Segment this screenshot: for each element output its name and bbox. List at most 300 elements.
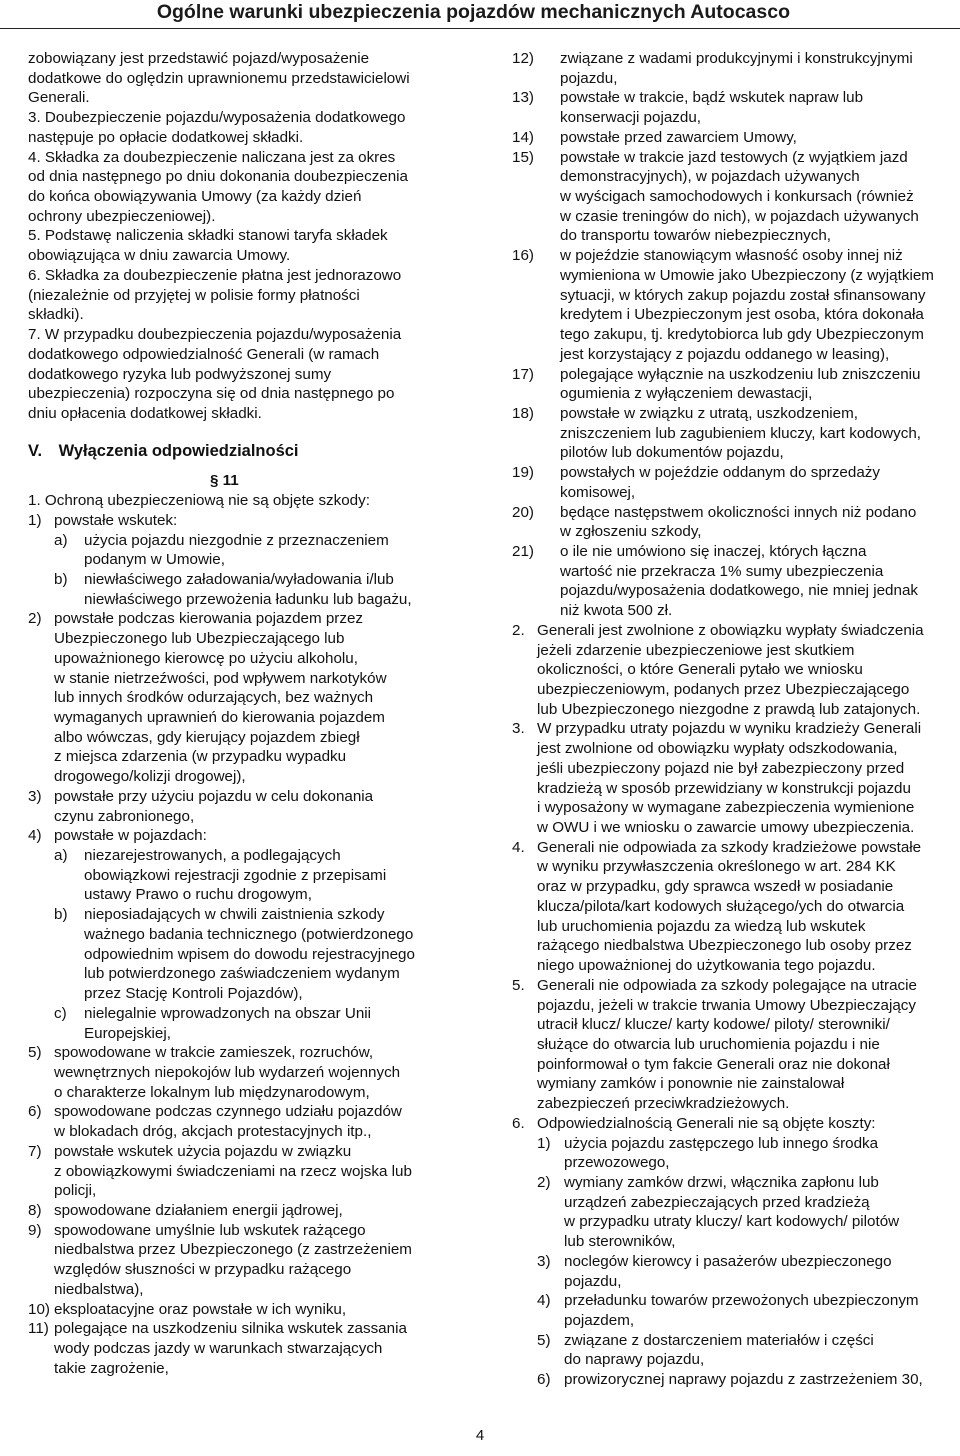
clause-sub-text: w przypadku utraty kluczy/ kart kodowych/ pilotów	[564, 1213, 900, 1231]
exclusion-text: powstałe podczas kierowania pojazdem przez	[54, 610, 363, 628]
exclusion-sub-text: przez Stację Kontroli Pojazdów),	[84, 985, 303, 1003]
exclusion-number: 12)	[512, 50, 534, 67]
clause-text: dodatkowego odpowiedzialność Generali (w ramach	[28, 345, 380, 363]
clause-sub-text: przewozowego,	[564, 1154, 670, 1172]
exclusion-line	[28, 1359, 458, 1379]
exclusion-line	[509, 542, 949, 562]
exclusion-text: pilotów lub dokumentów pojazdu,	[560, 444, 784, 462]
exclusion-text: kredytem i Ubezpieczonym jest osoba, która dokonała	[560, 306, 924, 324]
clause-sub-line	[509, 1193, 949, 1213]
clause-sub-line	[509, 1291, 949, 1311]
exclusion-sub-number: b)	[54, 906, 68, 924]
exclusion-number: 6)	[28, 1103, 42, 1121]
clause-number: 5.	[512, 976, 525, 994]
clause-line	[28, 266, 458, 286]
exclusion-text: z obowiązkowymi świadczeniami na rzecz wojska lub	[54, 1162, 412, 1180]
clause-line	[509, 818, 949, 838]
right-column	[509, 49, 949, 1390]
clause-line	[509, 1114, 949, 1134]
exclusion-line	[509, 49, 949, 69]
exclusion-line	[509, 365, 949, 385]
exclusion-text: powstałe wskutek użycia pojazdu w związku	[54, 1142, 352, 1160]
exclusion-line	[509, 226, 949, 246]
clause-text: W przypadku doubezpieczenia pojazdu/wyposażenia	[44, 326, 402, 344]
clause-line	[28, 404, 458, 424]
clause-sub-line	[509, 1331, 949, 1351]
exclusion-line	[28, 1319, 458, 1339]
exclusion-line	[28, 807, 458, 827]
clause-sub-line	[509, 1153, 949, 1173]
clause-text: jeżeli zdarzenie ubezpieczeniowe jest skutkiem	[537, 641, 855, 659]
exclusion-number: 20)	[512, 503, 534, 521]
clause-line	[509, 1055, 949, 1075]
clause-text: kradzieżą w sposób przewidziany w konstrukcji pojazdu	[537, 779, 911, 797]
clause-line	[509, 798, 949, 818]
clause-line	[28, 345, 458, 365]
clause-text: klucza/pilota/kart kodowych służącego/ych do otwarcia	[537, 897, 905, 915]
exclusion-line	[28, 688, 458, 708]
clause-line	[509, 996, 949, 1016]
clause-text: do końca obowiązywania Umowy (za każdy dzień	[28, 188, 362, 206]
clause-line	[509, 779, 949, 799]
exclusion-sub-line	[28, 590, 458, 610]
exclusion-text: w blokadach dróg, akcjach protestacyjnych itp.,	[54, 1123, 372, 1141]
exclusion-line	[28, 1280, 458, 1300]
exclusion-text: powstałe przed zawarciem Umowy,	[560, 128, 797, 146]
intro-line	[28, 69, 458, 89]
exclusion-sub-text: użycia pojazdu niezgodnie z przeznaczeniem	[84, 531, 389, 549]
exclusion-text: polegające na uszkodzeniu silnika wskutek zassania	[54, 1320, 407, 1338]
clause-line	[28, 128, 458, 148]
clause-sub-text: urządzeń zabezpieczających przed kradzieżą	[564, 1193, 870, 1211]
clause-sub-text: pojazdem,	[564, 1312, 635, 1329]
exclusion-sub-text: niezarejestrowanych, a podlegających	[84, 847, 341, 865]
exclusion-line	[509, 88, 949, 108]
page-header	[0, 0, 960, 29]
exclusion-text: pojazdu/wyposażenia dodatkowego, nie mniej jednak	[560, 582, 918, 600]
exclusion-text: o charakterze lokalnym lub międzynarodowym,	[54, 1083, 370, 1101]
clause-line	[28, 108, 458, 128]
header-title: Ogólne warunki ubezpieczenia pojazdów mechanicznych Autocasco	[156, 1, 790, 23]
clause-sub-number: 2)	[537, 1173, 551, 1191]
clause-text: dodatkowego ryzyka lub podwyższonej sumy	[28, 365, 332, 383]
clause-text: Składka za doubezpieczenie naliczana jest za okres	[44, 148, 396, 166]
spacer	[28, 461, 458, 471]
exclusion-text: w pojeździe stanowiącym własność osoby innej niż	[560, 247, 903, 265]
clause-line	[509, 1035, 949, 1055]
left-column	[28, 49, 458, 1378]
exclusion-text: niż kwota 500 zł.	[560, 602, 673, 620]
exclusion-text: powstałych w pojeździe oddanym do sprzedaży	[560, 464, 880, 482]
clause-line	[509, 660, 949, 680]
clause-text: rażącego niedbalstwa Ubezpieczonego lub osoby przez	[537, 937, 912, 955]
exclusion-text: powstałe w pojazdach:	[54, 827, 207, 845]
clause-number: 4.	[28, 148, 41, 166]
exclusion-number: 2)	[28, 610, 42, 628]
clause-text: okoliczności, o które Generali pytało we wniosku	[537, 661, 863, 679]
exclusion-sub-number: a)	[54, 847, 68, 865]
clause-text: następuje po opłacie dodatkowej składki.	[28, 128, 304, 146]
exclusion-line	[28, 649, 458, 669]
clause-sub-number: 5)	[537, 1331, 551, 1349]
exclusion-text: takie zagrożenie,	[54, 1359, 169, 1377]
exclusion-text: sytuacji, w których zakup pojazdu został sfinansowany	[560, 286, 926, 304]
exclusion-sub-line	[28, 846, 458, 866]
clause-number: 5.	[28, 227, 41, 245]
intro-line	[28, 88, 458, 108]
clause-sub-line	[509, 1134, 949, 1154]
exclusion-text: będące następstwem okoliczności innych niż podano	[560, 503, 917, 521]
exclusion-number: 5)	[28, 1044, 42, 1062]
clause-line	[28, 207, 458, 227]
exclusion-line	[28, 1221, 458, 1241]
exclusion-sub-line	[28, 905, 458, 925]
exclusion-text: lub innych środków odurzających, bez ważnych	[54, 689, 374, 707]
clause-text: jeśli ubezpieczony pojazd nie był zabezpieczony przed	[537, 759, 905, 777]
exclusion-sub-line	[28, 1024, 458, 1044]
exclusions-intro	[28, 491, 458, 511]
clause-line	[509, 976, 949, 996]
exclusion-sub-text: lub potwierdzonego zaświadczeniem wydanym	[84, 965, 400, 983]
clause-line	[509, 641, 949, 661]
exclusion-text: powstałe w związku z utratą, uszkodzeniem,	[560, 404, 858, 422]
clause-sub-text: przeładunku towarów przewożonych ubezpieczonym	[564, 1292, 919, 1310]
exclusion-text: albo wówczas, gdy kierujący pojazdem zbiegł	[54, 728, 360, 746]
clause-number: 6.	[512, 1114, 525, 1132]
exclusion-sub-line	[28, 1004, 458, 1024]
exclusion-text: w czasie treningów do nich), w pojazdach używanych	[560, 207, 919, 225]
exclusion-text: spowodowane umyślnie lub wskutek rażącego	[54, 1221, 366, 1239]
exclusion-line	[28, 1181, 458, 1201]
exclusion-text: o ile nie umówiono się inaczej, których łączna	[560, 542, 867, 560]
exclusion-sub-number: a)	[54, 531, 68, 549]
exclusion-text: tego zakupu, tj. kredytobiorca lub gdy Ubezpieczonym	[560, 326, 924, 344]
clause-sub-line	[509, 1370, 949, 1390]
exclusion-number: 14)	[512, 128, 534, 146]
exclusion-text: konserwacji pojazdu,	[560, 109, 701, 127]
exclusion-text: eksploatacyjne oraz powstałe w ich wyniku,	[54, 1300, 347, 1318]
exclusion-line	[28, 511, 458, 531]
clause-line	[509, 1015, 949, 1035]
clause-line	[28, 148, 458, 168]
exclusion-line	[509, 325, 949, 345]
clause-sub-text: do naprawy pojazdu,	[564, 1351, 705, 1369]
clause-number: 2.	[512, 621, 525, 639]
clause-sub-line	[509, 1272, 949, 1292]
exclusion-line	[28, 1300, 458, 1320]
clause-text: Generali nie odpowiada za szkody kradzieżowe powstałe	[537, 838, 922, 856]
exclusion-sub-text: nielegalnie wprowadzonych na obszar Unii	[84, 1004, 372, 1022]
clause-line	[28, 226, 458, 246]
exclusion-number: 17)	[512, 365, 534, 383]
clause-text: od dnia następnego po dniu dokonania doubezpieczenia	[28, 168, 409, 186]
clause-text: niego upoważnionej do użytkowania tego pojazdu.	[537, 957, 876, 975]
exclusion-line	[509, 601, 949, 621]
exclusion-text: z miejsca zdarzenia (w przypadku wypadku	[54, 748, 347, 766]
exclusion-line	[28, 1102, 458, 1122]
exclusion-line	[509, 503, 949, 523]
exclusion-sub-text: ustawy Prawo o ruchu drogowym,	[84, 886, 312, 904]
clause-text: oraz w przypadku, gdy sprawca wszedł w posiadanie	[537, 878, 894, 896]
exclusion-line	[509, 108, 949, 128]
clause-text: jest zwolnione od obowiązku wypłaty odszkodowania,	[537, 740, 898, 758]
exclusion-line	[509, 424, 949, 444]
exclusion-line	[28, 1240, 458, 1260]
exclusion-line	[509, 207, 949, 227]
exclusion-line	[509, 581, 949, 601]
exclusion-text: powstałe w trakcie jazd testowych (z wyjątkiem jazd	[560, 148, 908, 166]
exclusion-text: wewnętrznych niepokojów lub wydarzeń wojennych	[54, 1063, 401, 1081]
clause-sub-text: użycia pojazdu zastępczego lub innego środka	[564, 1134, 879, 1152]
exclusion-text: w zgłoszeniu szkody,	[560, 523, 702, 541]
clause-line	[28, 325, 458, 345]
clause-sub-line	[509, 1350, 949, 1370]
clause-line	[509, 936, 949, 956]
exclusion-line	[28, 826, 458, 846]
clause-sub-text: prowizorycznej naprawy pojazdu z zastrzeżeniem 30,	[564, 1371, 923, 1389]
exclusion-line	[509, 404, 949, 424]
exclusion-text: w stanie nietrzeźwości, pod wpływem narkotyków	[54, 669, 387, 687]
exclusion-line	[28, 1043, 458, 1063]
clause-sub-line	[509, 1232, 949, 1252]
exclusion-line	[28, 1339, 458, 1359]
exclusion-number: 7)	[28, 1142, 42, 1160]
exclusion-text: powstałe w trakcie, bądź wskutek napraw lub	[560, 89, 864, 107]
exclusion-text: wymaganych uprawnień do kierowania pojazdem	[54, 709, 385, 726]
clause-number: 3.	[28, 109, 41, 127]
exclusion-line	[509, 463, 949, 483]
section-heading	[28, 442, 458, 462]
clause-text: poinformował o tym fakcie Generali oraz nie dokonał	[537, 1055, 890, 1073]
exclusion-line	[28, 747, 458, 767]
exclusion-line	[28, 1201, 458, 1221]
exclusion-line	[28, 1162, 458, 1182]
exclusions-intro-number: 1.	[28, 492, 41, 510]
clause-sub-number: 6)	[537, 1371, 551, 1389]
exclusion-line	[509, 266, 949, 286]
clause-line	[509, 1094, 949, 1114]
exclusion-text: w wyścigach samochodowych i konkursach (również	[560, 188, 914, 206]
clause-line	[28, 167, 458, 187]
clause-line	[509, 917, 949, 937]
exclusion-sub-number: b)	[54, 570, 68, 588]
exclusion-line	[509, 246, 949, 266]
exclusion-sub-text: podanym w Umowie,	[84, 551, 225, 569]
clause-number: 7.	[28, 326, 41, 344]
spacer	[28, 424, 458, 442]
exclusion-text: powstałe przy użyciu pojazdu w celu dokonania	[54, 787, 374, 805]
intro-text: zobowiązany jest przedstawić pojazd/wyposażenie	[28, 50, 370, 67]
exclusion-text: spowodowane działaniem energii jądrowej,	[54, 1201, 343, 1219]
exclusion-line	[28, 1260, 458, 1280]
exclusion-text: spowodowane podczas czynnego udziału pojazdów	[54, 1103, 402, 1121]
clause-line	[509, 897, 949, 917]
clause-sub-line	[509, 1311, 949, 1331]
exclusion-text: policji,	[54, 1182, 97, 1200]
exclusion-number: 1)	[28, 511, 42, 529]
clause-text: (niezależnie od przyjętej w polisie formy płatności	[28, 286, 360, 304]
exclusion-text: demonstracyjnych), w pojazdach używanych	[560, 168, 860, 186]
clause-line	[509, 1074, 949, 1094]
clause-line	[509, 838, 949, 858]
clause-line	[509, 680, 949, 700]
exclusion-line	[509, 69, 949, 89]
exclusion-sub-text: Europejskiej,	[84, 1024, 171, 1042]
clause-sub-line	[509, 1173, 949, 1193]
clause-line	[509, 719, 949, 739]
exclusion-text: powstałe wskutek:	[54, 511, 178, 529]
clause-line	[28, 246, 458, 266]
exclusion-line	[509, 148, 949, 168]
clause-text: Generali nie odpowiada za szkody polegające na utracie	[537, 976, 917, 994]
exclusion-sub-line	[28, 531, 458, 551]
exclusion-line	[509, 128, 949, 148]
clause-text: Doubezpieczenie pojazdu/wyposażenia dodatkowego	[44, 109, 406, 127]
exclusion-line	[28, 1083, 458, 1103]
exclusion-text: czynu zabronionego,	[54, 807, 195, 825]
exclusion-text: związane z wadami produkcyjnymi i konstrukcyjnymi	[560, 50, 913, 67]
exclusion-text: spowodowane w trakcie zamieszek, rozruchów,	[54, 1044, 374, 1062]
exclusion-sub-text: niewłaściwego załadowania/wyładowania i/lub	[84, 570, 394, 588]
exclusion-line	[509, 483, 949, 503]
exclusions-intro-text: Ochroną ubezpieczeniową nie są objęte szkody:	[44, 492, 370, 510]
exclusion-line	[28, 629, 458, 649]
exclusion-sub-text: niewłaściwego przewożenia ładunku lub bagażu,	[84, 590, 412, 608]
clause-text: w OWU i we wniosku o zawarcie umowy ubezpieczenia.	[537, 819, 915, 837]
exclusion-text: niedbalstwa),	[54, 1280, 144, 1298]
clause-sub-number: 1)	[537, 1134, 551, 1152]
exclusion-sub-text: ważnego badania technicznego (potwierdzonego	[84, 925, 414, 943]
exclusion-text: Ubezpieczonego lub Ubezpieczającego lub	[54, 630, 345, 648]
section-roman-numeral: V.	[28, 441, 43, 460]
exclusion-text: drogowego/kolizji drogowej),	[54, 768, 246, 786]
exclusion-sub-line	[28, 885, 458, 905]
exclusion-number: 9)	[28, 1221, 42, 1239]
clause-sub-text: noclegów kierowcy i pasażerów ubezpieczonego	[564, 1252, 892, 1270]
exclusion-line	[28, 669, 458, 689]
exclusion-line	[28, 1142, 458, 1162]
clause-text: służące do otwarcia lub uruchomienia pojazdu i nie	[537, 1035, 880, 1053]
clause-text: lub uruchomienia pojazdu za wiedzą lub wskutek	[537, 917, 866, 935]
clause-line	[509, 877, 949, 897]
clause-sub-line	[509, 1212, 949, 1232]
clause-line	[28, 365, 458, 385]
clause-number: 4.	[512, 838, 525, 856]
intro-text: Generali.	[28, 89, 90, 107]
exclusion-text: niedbalstwa przez Ubezpieczonego (z zastrzeżeniem	[54, 1241, 412, 1259]
clause-text: składki).	[28, 306, 84, 324]
clause-number: 3.	[512, 720, 525, 738]
exclusion-line	[509, 384, 949, 404]
exclusion-line	[28, 767, 458, 787]
exclusion-number: 4)	[28, 827, 42, 845]
exclusion-sub-number: c)	[54, 1004, 67, 1022]
exclusion-number: 13)	[512, 89, 534, 107]
exclusion-line	[509, 522, 949, 542]
exclusion-number: 8)	[28, 1201, 42, 1219]
exclusion-number: 18)	[512, 404, 534, 422]
paragraph-mark: § 11	[210, 472, 239, 490]
intro-text: dodatkowe do oględzin uprawnionemu przedstawicielowi	[28, 69, 410, 87]
exclusion-line	[28, 1063, 458, 1083]
clause-sub-line	[509, 1252, 949, 1272]
exclusion-number: 21)	[512, 542, 534, 560]
exclusion-line	[509, 305, 949, 325]
exclusion-sub-line	[28, 570, 458, 590]
exclusion-sub-line	[28, 945, 458, 965]
exclusion-text: względów słuszności w przypadku rażącego	[54, 1261, 352, 1279]
exclusion-line	[509, 562, 949, 582]
exclusion-sub-text: odpowiednim wpisem do dowodu rejestracyjnego	[84, 945, 415, 963]
clause-sub-number: 3)	[537, 1252, 551, 1270]
clause-sub-text: lub sterowników,	[564, 1233, 676, 1251]
intro-line	[28, 49, 458, 69]
exclusion-text: zniszczeniem lub zagubieniem kluczy, kart kodowych,	[560, 424, 921, 442]
clause-text: lub Ubezpieczonego niezgodne z prawdą lub zatajonych.	[537, 700, 921, 718]
exclusion-line	[28, 708, 458, 728]
clause-line	[509, 739, 949, 759]
exclusion-text: pojazdu,	[560, 69, 618, 87]
clause-line	[28, 286, 458, 306]
exclusion-line	[509, 187, 949, 207]
clause-text: Składka za doubezpieczenie płatna jest jednorazowo	[44, 266, 402, 284]
exclusion-number: 19)	[512, 464, 534, 482]
clause-text: ubezpieczeniowym, podanych przez Ubezpieczającego	[537, 681, 910, 698]
clause-line	[509, 700, 949, 720]
exclusion-text: wody podczas jazdy w warunkach stwarzających	[54, 1340, 383, 1357]
exclusion-line	[28, 787, 458, 807]
clause-text: ubezpieczenia) rozpoczyna się od dnia następnego po	[28, 385, 395, 403]
clause-sub-text: wymiany zamków drzwi, włącznika zapłonu lub	[564, 1173, 879, 1191]
exclusion-text: wartość nie przekracza 1% sumy ubezpieczenia	[560, 562, 884, 580]
clause-line	[509, 956, 949, 976]
clause-text: dniu opłacenia dodatkowej składki.	[28, 404, 262, 422]
exclusion-text: upoważnionego kierowcę po użyciu alkoholu,	[54, 649, 358, 667]
exclusion-sub-line	[28, 550, 458, 570]
clause-text: i wyposażony w wymagane zabezpieczenia wymienione	[537, 799, 915, 817]
exclusion-number: 15)	[512, 148, 534, 166]
exclusion-number: 3)	[28, 787, 42, 805]
exclusion-sub-text: obowiązkowi rejestracji zgodnie z przepisami	[84, 866, 387, 884]
clause-text: Podstawę naliczenia składki stanowi taryfa składek	[44, 227, 388, 245]
clause-line	[509, 621, 949, 641]
clause-sub-number: 4)	[537, 1292, 551, 1310]
clause-text: Generali jest zwolnione z obowiązku wypłaty świadczenia	[537, 621, 924, 639]
clause-text: Odpowiedzialnością Generali nie są objęte koszty:	[537, 1114, 876, 1132]
clause-text: pojazdu, jeżeli w trakcie trwania Umowy Ubezpieczający	[537, 996, 916, 1014]
clause-sub-text: pojazdu,	[564, 1272, 622, 1290]
clause-text: W przypadku utraty pojazdu w wyniku kradzieży Generali	[537, 720, 922, 738]
clause-text: wymiany zamków i ponownie nie zainstalował	[537, 1075, 845, 1093]
exclusion-line	[509, 167, 949, 187]
exclusion-text: wymieniona w Umowie jako Ubezpieczony (z wyjątkiem	[560, 266, 934, 284]
exclusion-line	[28, 609, 458, 629]
clause-line	[509, 857, 949, 877]
clause-line	[28, 384, 458, 404]
clause-text: zabezpieczeń przeciwkradzieżowych.	[537, 1095, 790, 1113]
section-title: Wyłączenia odpowiedzialności	[58, 441, 299, 460]
exclusion-text: jest korzystający z pojazdu oddanego w leasing),	[560, 345, 890, 363]
clause-text: obowiązująca w dniu zawarcia Umowy.	[28, 247, 291, 265]
clause-text: ochrony ubezpieczeniowej).	[28, 207, 216, 225]
exclusion-number: 16)	[512, 247, 534, 265]
exclusion-line	[28, 728, 458, 748]
exclusion-text: polegające wyłącznie na uszkodzeniu lub zniszczeniu	[560, 365, 921, 383]
clause-line	[28, 305, 458, 325]
clause-line	[28, 187, 458, 207]
exclusion-text: ogumienia z wyłączeniem dewastacji,	[560, 385, 813, 403]
exclusion-sub-line	[28, 866, 458, 886]
